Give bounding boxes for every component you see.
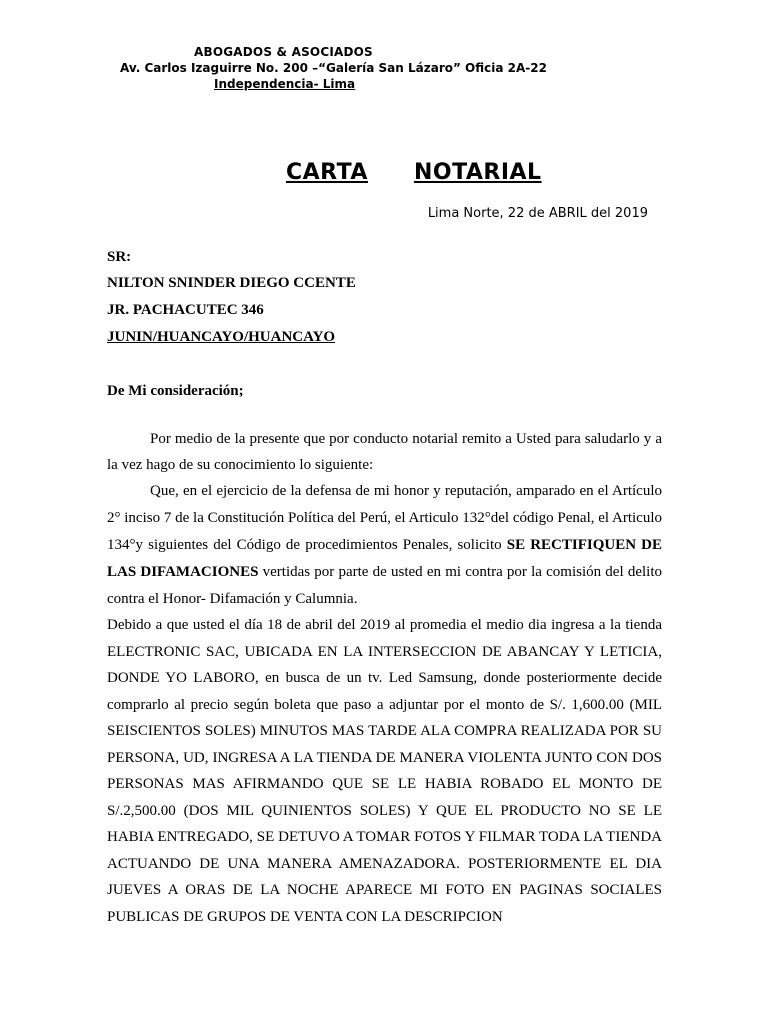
letter-date: Lima Norte, 22 de ABRIL del 2019 — [427, 206, 648, 221]
title-word-carta: CARTA — [286, 160, 368, 185]
recipient-city: JUNIN/HUANCAYO/HUANCAYO — [107, 329, 336, 345]
paragraph-facts: Debido a que usted el día 18 de abril del 2019 al promedia el medio dia ingresa a la tienda ELECTRONIC SAC, UBICADA EN LA INTERSECCION DE ABANCAY Y LETICIA, DONDE YO LABORO, en busca de un tv. Led Samsung, donde posteriormente decide comprarlo al precio según boleta que paso a adjuntar por el monto de S/. 1,600.00 (MIL SEISCIENTOS SOLES) MINUTOS MAS TARDE ALA COMPRA REALIZADA POR SU PERSONA, UD, INGRESA A LA TIENDA DE MANERA VIOLENTA JUNTO CON DOS PERSONAS MAS AFIRMANDO QUE SE LE HABIA ROBADO EL MONTO DE S/.2,500.00 (DOS MIL QUINIENTOS SOLES) Y QUE EL PRODUCTO NO SE LE HABIA ENTREGADO, SE DETUVO A TOMAR FOTOS Y FILMAR TODA LA TIENDA ACTUANDO DE UNA MANERA AMENAZADORA. POSTERIORMENTE EL DIA JUEVES A ORAS DE LA NOCHE APARECE MI FOTO EN PAGINAS SOCIALES PUBLICAS DE GRUPOS DE VENTA CON LA DESCRIPCION — [107, 617, 662, 925]
firm-city: Independencia- Lima — [214, 77, 356, 91]
firm-address: Av. Carlos Izaguirre No. 200 –“Galería San Lázaro” Oficia 2A-22 — [120, 61, 547, 75]
paragraph-legal-basis-text-b: vertidas por parte de usted en mi contra por la comisión del delito contra el Honor- Difamación y Calumnia. — [107, 564, 662, 607]
recipient-name: NILTON SNINDER DIEGO CCENTE — [107, 275, 356, 291]
greeting: De Mi consideración; — [107, 383, 244, 399]
paragraph-legal-basis — [107, 478, 662, 613]
paragraph-legal-basis-text-a: Que, en el ejercicio de la defensa de mi honor y reputación, amparado en el Artículo 2° inciso 7 de la Constitución Política del Perú, el Articulo 132°del código Penal, el Articulo 134°y siguientes del Código de procedimientos Penales, solicito — [107, 483, 662, 553]
recipient-salutation: SR: — [107, 249, 132, 265]
firm-name: ABOGADOS & ASOCIADOS — [194, 45, 373, 59]
title-word-notarial: NOTARIAL — [413, 160, 542, 185]
recipient-street: JR. PACHACUTEC 346 — [107, 302, 264, 318]
document-title — [286, 160, 542, 185]
rectification-request: SE RECTIFIQUEN DE LAS DIFAMACIONES — [107, 537, 662, 580]
paragraph-intro: Por medio de la presente que por conducto notarial remito a Usted para saludarlo y a la vez hago de su conocimiento lo siguiente: — [107, 431, 662, 473]
